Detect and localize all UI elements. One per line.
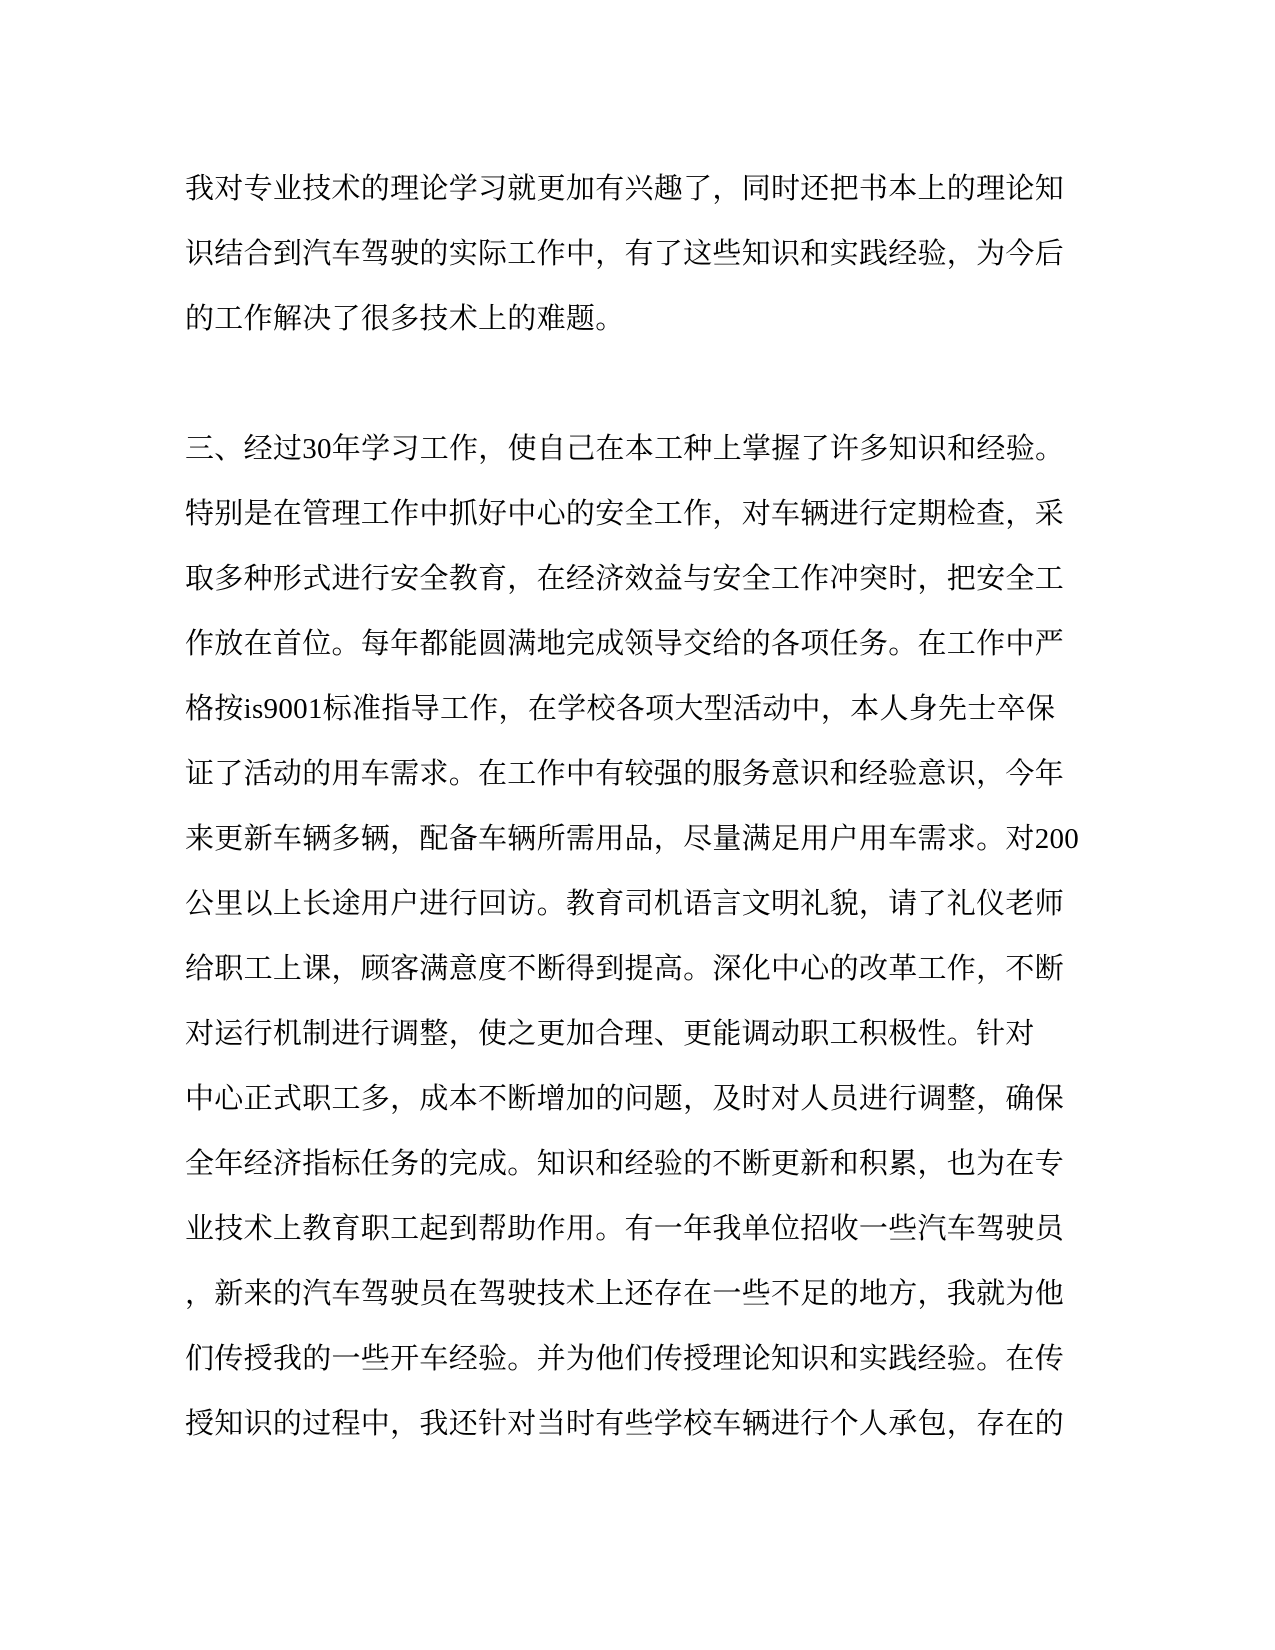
text-line: 我对专业技术的理论学习就更加有兴趣了，同时还把书本上的理论知: [185, 173, 1065, 205]
text-line: 中心正式职工多，成本不断增加的问题，及时对人员进行调整，确保: [185, 1083, 1065, 1115]
text-line: 三、经过30年学习工作，使自己在本工种上掌握了许多知识和经验。: [185, 433, 1065, 465]
paragraph: [185, 157, 1125, 352]
text-line: 特别是在管理工作中抓好中心的安全工作，对车辆进行定期检查，采: [185, 498, 1065, 530]
text-line: 们传授我的一些开车经验。并为他们传授理论知识和实践经验。在传: [185, 1343, 1065, 1375]
text-line: 识结合到汽车驾驶的实际工作中，有了这些知识和实践经验，为今后: [185, 238, 1065, 270]
text-line: 授知识的过程中，我还针对当时有些学校车辆进行个人承包，存在的: [185, 1408, 1065, 1440]
text-line: 作放在首位。每年都能圆满地完成领导交给的各项任务。在工作中严: [185, 628, 1065, 660]
document-body-text: [185, 157, 1125, 1457]
text-line: ，新来的汽车驾驶员在驾驶技术上还存在一些不足的地方，我就为他: [185, 1278, 1065, 1310]
text-line: 来更新车辆多辆，配备车辆所需用品，尽量满足用户用车需求。对200: [185, 823, 1080, 855]
text-line: 对运行机制进行调整，使之更加合理、更能调动职工积极性。针对: [185, 1018, 1035, 1050]
text-line: 给职工上课，顾客满意度不断得到提高。深化中心的改革工作，不断: [185, 953, 1065, 985]
text-line: 格按is9001标准指导工作，在学校各项大型活动中，本人身先士卒保: [185, 693, 1056, 725]
text-line: 的工作解决了很多技术上的难题。: [185, 303, 625, 335]
text-line: 证了活动的用车需求。在工作中有较强的服务意识和经验意识，今年: [185, 758, 1065, 790]
text-line: 取多种形式进行安全教育，在经济效益与安全工作冲突时，把安全工: [185, 563, 1065, 595]
text-line: 公里以上长途用户进行回访。教育司机语言文明礼貌，请了礼仪老师: [185, 888, 1065, 920]
paragraph: [185, 417, 1125, 1457]
text-line: 全年经济指标任务的完成。知识和经验的不断更新和积累，也为在专: [185, 1148, 1065, 1180]
text-line: 业技术上教育职工起到帮助作用。有一年我单位招收一些汽车驾驶员: [185, 1213, 1065, 1245]
